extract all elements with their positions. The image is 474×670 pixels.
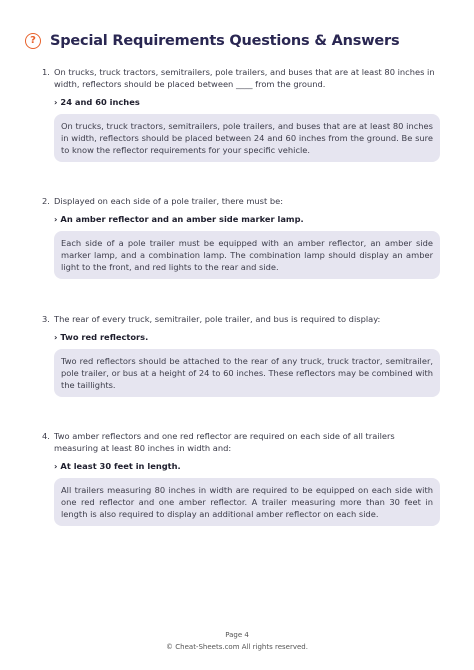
chevron-right-icon: ›: [54, 97, 58, 107]
question-text: On trucks, truck tractors, semitrailers, pole trailers, and buses that are at least 80 inches in width, reflectors should be placed between ____ from the ground.: [54, 67, 435, 89]
question-number: 2.: [42, 196, 50, 206]
question-2: [42, 195, 440, 279]
copyright-notice: © Cheat-Sheets.com All rights reserved.: [166, 643, 308, 651]
answer-text: 24 and 60 inches: [60, 97, 140, 107]
page-number: Page 4: [225, 631, 249, 639]
question-3: [42, 313, 440, 397]
question-4: [42, 430, 440, 526]
explanation-box: Each side of a pole trailer must be equipped with an amber reflector, an amber side marker lamp, and a combination lamp. The combination lamp should display an amber light to the front, and red lights to the rear and side.: [54, 231, 440, 279]
answer-text: An amber reflector and an amber side marker lamp.: [60, 214, 304, 224]
answer: [54, 461, 440, 471]
question-text: Displayed on each side of a pole trailer, there must be:: [54, 196, 284, 206]
explanation-box: All trailers measuring 80 inches in width are required to be equipped on each side with one red reflector and one amber reflector. A trailer measuring more than 30 feet in length is also required to display an additional amber reflector on each side.: [54, 478, 440, 526]
chevron-right-icon: ›: [54, 332, 58, 342]
answer: [54, 214, 440, 224]
answer: [54, 332, 440, 342]
page-title: Special Requirements Questions & Answers: [50, 33, 400, 49]
page-header: [25, 33, 399, 49]
question-number: 1.: [42, 67, 50, 77]
answer: [54, 97, 440, 107]
question-circle-icon: ?: [25, 33, 41, 49]
answer-text: Two red reflectors.: [60, 332, 149, 342]
question-text: Two amber reflectors and one red reflector are required on each side of all trailers measuring at least 80 inches in width and:: [54, 431, 395, 453]
question-number: 3.: [42, 314, 50, 324]
explanation-box: On trucks, truck tractors, semitrailers, pole trailers, and buses that are at least 80 inches in width, reflectors should be placed between 24 and 60 inches from the ground. Be sure to know the reflector requirements for your specific vehicle.: [54, 114, 440, 162]
answer-text: At least 30 feet in length.: [60, 461, 181, 471]
question-number: 4.: [42, 431, 50, 441]
chevron-right-icon: ›: [54, 214, 58, 224]
explanation-box: Two red reflectors should be attached to the rear of any truck, truck tractor, semitrailer, pole trailer, or bus at a height of 24 to 60 inches. These reflectors may be combined with the taillights.: [54, 349, 440, 397]
chevron-right-icon: ›: [54, 461, 58, 471]
question-text: The rear of every truck, semitrailer, pole trailer, and bus is required to display:: [54, 314, 381, 324]
question-1: [42, 66, 440, 162]
